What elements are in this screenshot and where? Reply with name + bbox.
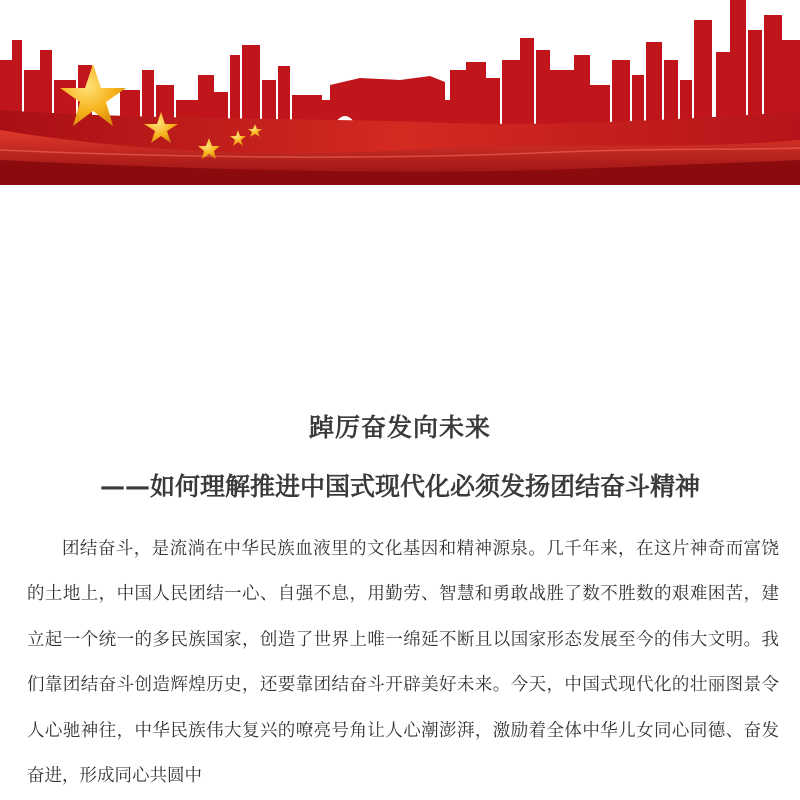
article-paragraph: 团结奋斗，是流淌在中华民族血液里的文化基因和精神源泉。几千年来，在这片神奇而富饶的土地上，中国人民团结一心、自强不息，用勤劳、智慧和勇敢战胜了数不胜数的艰难困苦，建立起一个统一的多民族国家，创造了世界上唯一绵延不断且以国家形态发展至今的伟大文明。我们靠团结奋斗创造辉煌历史，还要靠团结奋斗开辟美好未来。今天，中国式现代化的壮丽图景令人心驰神往，中华民族伟大复兴的嘹亮号角让人心潮澎湃，激励着全体中华儿女同心同德、奋发奋进，形成同心共圆中 — [27, 539, 779, 787]
article-subtitle: ——如何理解推进中国式现代化必须发扬团结奋斗精神 — [99, 472, 700, 501]
title-block — [0, 408, 800, 507]
article-title: 踔厉奋发向未来 — [308, 413, 491, 442]
city-skyline-banner-image — [0, 0, 800, 185]
header-banner — [0, 0, 800, 185]
